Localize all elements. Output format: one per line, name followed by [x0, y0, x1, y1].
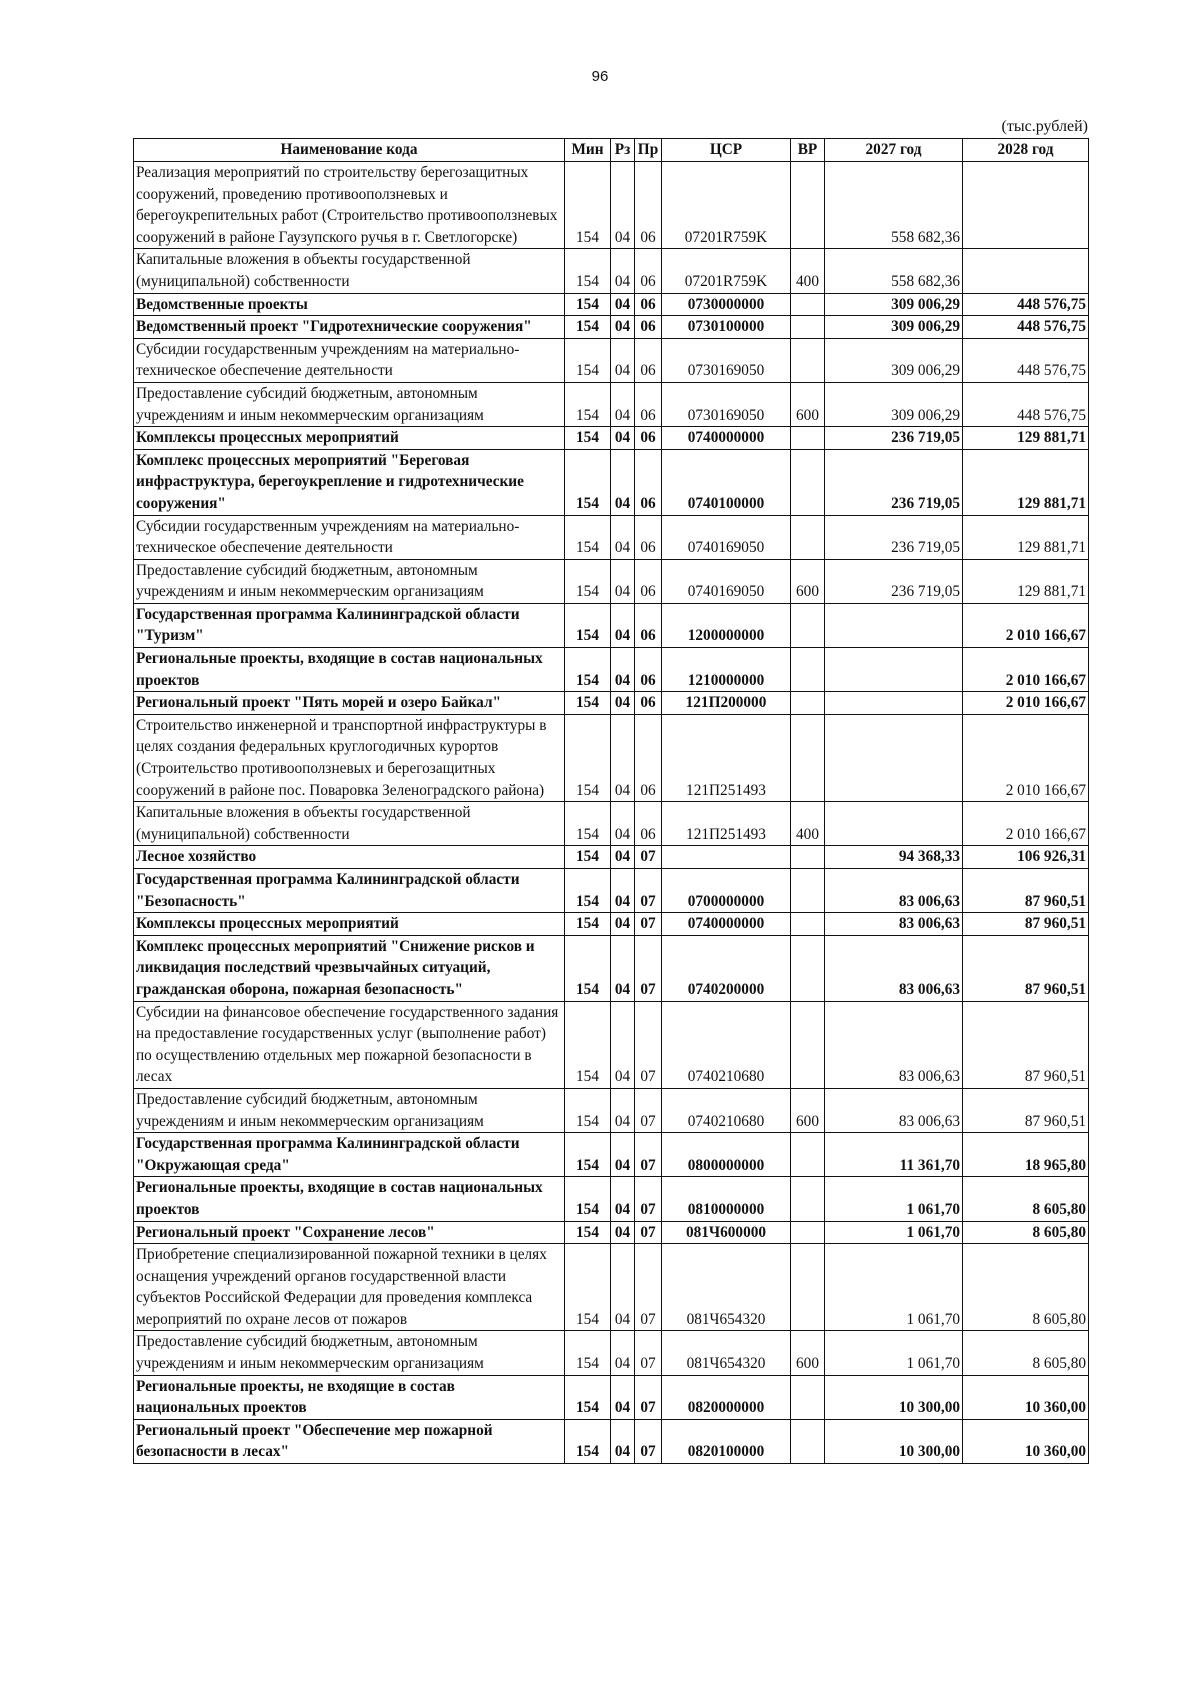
cell-vr: 600 [791, 1331, 825, 1375]
table-row [134, 338, 1089, 382]
cell-2028: 448 576,75 [963, 293, 1089, 316]
cell-min: 154 [565, 515, 611, 559]
cell-csr: 0730169050 [662, 382, 791, 426]
cell-2027 [825, 692, 963, 715]
cell-vr [791, 1133, 825, 1177]
table-row [134, 382, 1089, 426]
cell-min: 154 [565, 603, 611, 647]
cell-min: 154 [565, 869, 611, 913]
cell-2027: 1 061,70 [825, 1331, 963, 1375]
cell-rz: 04 [611, 1221, 635, 1244]
cell-rz: 04 [611, 1331, 635, 1375]
cell-csr: 1200000000 [662, 603, 791, 647]
cell-2027: 83 006,63 [825, 1088, 963, 1132]
table-row [134, 913, 1089, 936]
cell-min: 154 [565, 1221, 611, 1244]
cell-csr: 0810000000 [662, 1177, 791, 1221]
cell-rz: 04 [611, 249, 635, 293]
table-row [134, 1375, 1089, 1419]
cell-pr: 06 [635, 427, 662, 450]
cell-2027: 94 368,33 [825, 846, 963, 869]
cell-rz: 04 [611, 162, 635, 249]
cell-rz: 04 [611, 935, 635, 1001]
cell-min: 154 [565, 316, 611, 339]
cell-2028: 8 605,80 [963, 1244, 1089, 1331]
cell-vr [791, 846, 825, 869]
table-body [134, 162, 1089, 1464]
cell-rz: 04 [611, 913, 635, 936]
cell-name: Субсидии государственным учреждениям на материально-техническое обеспечение деятельности [134, 515, 565, 559]
cell-2027: 309 006,29 [825, 338, 963, 382]
cell-rz: 04 [611, 802, 635, 846]
cell-csr: 0740169050 [662, 559, 791, 603]
cell-2028: 87 960,51 [963, 1088, 1089, 1132]
cell-vr [791, 1001, 825, 1088]
cell-vr [791, 316, 825, 339]
cell-csr: 081Ч600000 [662, 1221, 791, 1244]
cell-2027: 1 061,70 [825, 1177, 963, 1221]
cell-csr: 0730169050 [662, 338, 791, 382]
cell-min: 154 [565, 846, 611, 869]
cell-rz: 04 [611, 559, 635, 603]
cell-csr: 07201R759K [662, 249, 791, 293]
cell-2027: 11 361,70 [825, 1133, 963, 1177]
cell-name: Приобретение специализированной пожарной техники в целях оснащения учреждений органов государственной власти субъектов Российской Федерации для проведения комплекса мероприятий по охране лесов от пожаров [134, 1244, 565, 1331]
cell-min: 154 [565, 1244, 611, 1331]
cell-vr [791, 1419, 825, 1463]
cell-pr: 06 [635, 802, 662, 846]
cell-vr [791, 515, 825, 559]
cell-csr: 0740210680 [662, 1001, 791, 1088]
cell-2028: 448 576,75 [963, 382, 1089, 426]
cell-2028: 87 960,51 [963, 935, 1089, 1001]
cell-rz: 04 [611, 869, 635, 913]
cell-2027 [825, 603, 963, 647]
cell-2028: 8 605,80 [963, 1177, 1089, 1221]
cell-2027: 1 061,70 [825, 1244, 963, 1331]
cell-min: 154 [565, 427, 611, 450]
cell-2028 [963, 249, 1089, 293]
table-row [134, 802, 1089, 846]
table-row [134, 846, 1089, 869]
header-vr: ВР [791, 139, 825, 162]
cell-2028: 10 360,00 [963, 1375, 1089, 1419]
cell-2028: 129 881,71 [963, 449, 1089, 515]
cell-pr: 06 [635, 316, 662, 339]
cell-2027 [825, 648, 963, 692]
cell-2028: 448 576,75 [963, 316, 1089, 339]
table-row [134, 869, 1089, 913]
cell-vr: 600 [791, 559, 825, 603]
cell-vr [791, 449, 825, 515]
cell-min: 154 [565, 249, 611, 293]
cell-pr: 06 [635, 293, 662, 316]
cell-2028: 129 881,71 [963, 427, 1089, 450]
cell-min: 154 [565, 293, 611, 316]
cell-name: Региональные проекты, входящие в состав национальных проектов [134, 1177, 565, 1221]
cell-csr: 07201R759K [662, 162, 791, 249]
cell-pr: 07 [635, 1177, 662, 1221]
cell-min: 154 [565, 692, 611, 715]
cell-csr: 0730100000 [662, 316, 791, 339]
cell-2027: 309 006,29 [825, 293, 963, 316]
cell-vr [791, 1177, 825, 1221]
cell-2028: 87 960,51 [963, 1001, 1089, 1088]
cell-rz: 04 [611, 1375, 635, 1419]
cell-2028: 87 960,51 [963, 869, 1089, 913]
cell-name: Предоставление субсидий бюджетным, автономным учреждениям и иным некоммерческим организациям [134, 1331, 565, 1375]
cell-2028: 129 881,71 [963, 515, 1089, 559]
cell-2027: 236 719,05 [825, 559, 963, 603]
table-row [134, 714, 1089, 801]
cell-csr: 0730000000 [662, 293, 791, 316]
cell-name: Комплексы процессных мероприятий [134, 913, 565, 936]
cell-2027: 10 300,00 [825, 1419, 963, 1463]
header-pr: Пр [635, 139, 662, 162]
cell-csr: 0740169050 [662, 515, 791, 559]
cell-2028: 2 010 166,67 [963, 714, 1089, 801]
cell-2027 [825, 714, 963, 801]
cell-2028: 8 605,80 [963, 1331, 1089, 1375]
cell-rz: 04 [611, 1001, 635, 1088]
cell-name: Субсидии на финансовое обеспечение государственного задания на предоставление государственных услуг (выполнение работ) по осуществлению отдельных мер пожарной безопасности в лесах [134, 1001, 565, 1088]
cell-pr: 07 [635, 935, 662, 1001]
cell-2027: 1 061,70 [825, 1221, 963, 1244]
cell-min: 154 [565, 1177, 611, 1221]
page-number: 96 [591, 68, 609, 85]
cell-vr: 400 [791, 249, 825, 293]
cell-2027: 83 006,63 [825, 869, 963, 913]
cell-vr [791, 338, 825, 382]
cell-name: Предоставление субсидий бюджетным, автономным учреждениям и иным некоммерческим организациям [134, 382, 565, 426]
cell-rz: 04 [611, 648, 635, 692]
cell-pr: 07 [635, 913, 662, 936]
table-row [134, 1177, 1089, 1221]
cell-rz: 04 [611, 1244, 635, 1331]
table-row [134, 515, 1089, 559]
cell-vr [791, 913, 825, 936]
cell-2027: 83 006,63 [825, 935, 963, 1001]
header-csr: ЦСР [662, 139, 791, 162]
header-2028: 2028 год [963, 139, 1089, 162]
cell-pr: 07 [635, 1088, 662, 1132]
table-row [134, 1001, 1089, 1088]
cell-csr: 1210000000 [662, 648, 791, 692]
cell-pr: 06 [635, 338, 662, 382]
cell-2027: 83 006,63 [825, 913, 963, 936]
cell-pr: 07 [635, 869, 662, 913]
cell-name: Региональный проект "Обеспечение мер пожарной безопасности в лесах" [134, 1419, 565, 1463]
cell-vr [791, 427, 825, 450]
cell-pr: 07 [635, 1244, 662, 1331]
cell-pr: 07 [635, 1331, 662, 1375]
table-row [134, 427, 1089, 450]
cell-rz: 04 [611, 316, 635, 339]
cell-vr [791, 603, 825, 647]
table-row [134, 1419, 1089, 1463]
cell-pr: 07 [635, 1375, 662, 1419]
cell-csr: 081Ч654320 [662, 1244, 791, 1331]
table-row [134, 648, 1089, 692]
table-row [134, 316, 1089, 339]
cell-rz: 04 [611, 338, 635, 382]
cell-2028: 8 605,80 [963, 1221, 1089, 1244]
cell-2028: 87 960,51 [963, 913, 1089, 936]
cell-2028: 448 576,75 [963, 338, 1089, 382]
cell-vr: 600 [791, 382, 825, 426]
cell-min: 154 [565, 913, 611, 936]
cell-2028 [963, 162, 1089, 249]
cell-pr: 06 [635, 515, 662, 559]
table-row [134, 293, 1089, 316]
cell-vr [791, 692, 825, 715]
cell-name: Строительство инженерной и транспортной инфраструктуры в целях создания федеральных круглогодичных курортов (Строительство противооползневых и берегозащитных сооружений в районе пос. Поваровка Зеленоградского района) [134, 714, 565, 801]
table-row [134, 1244, 1089, 1331]
cell-vr [791, 1375, 825, 1419]
header-rz: Рз [611, 139, 635, 162]
cell-vr [791, 648, 825, 692]
table-header-row [134, 139, 1089, 162]
cell-pr: 06 [635, 382, 662, 426]
cell-vr [791, 869, 825, 913]
cell-pr: 06 [635, 648, 662, 692]
cell-name: Лесное хозяйство [134, 846, 565, 869]
cell-min: 154 [565, 559, 611, 603]
cell-name: Предоставление субсидий бюджетным, автономным учреждениям и иным некоммерческим организациям [134, 559, 565, 603]
cell-2027: 10 300,00 [825, 1375, 963, 1419]
cell-csr: 0740000000 [662, 913, 791, 936]
cell-vr: 600 [791, 1088, 825, 1132]
cell-rz: 04 [611, 382, 635, 426]
cell-min: 154 [565, 1088, 611, 1132]
cell-csr: 0800000000 [662, 1133, 791, 1177]
cell-csr: 0740000000 [662, 427, 791, 450]
cell-min: 154 [565, 1331, 611, 1375]
cell-name: Комплекс процессных мероприятий "Береговая инфраструктура, берегоукрепление и гидротехнические сооружения" [134, 449, 565, 515]
header-min: Мин [565, 139, 611, 162]
cell-vr [791, 935, 825, 1001]
cell-rz: 04 [611, 449, 635, 515]
table-row [134, 1133, 1089, 1177]
cell-2027: 83 006,63 [825, 1001, 963, 1088]
cell-min: 154 [565, 1419, 611, 1463]
cell-min: 154 [565, 714, 611, 801]
cell-pr: 07 [635, 1001, 662, 1088]
table-row [134, 603, 1089, 647]
cell-name: Капитальные вложения в объекты государственной (муниципальной) собственности [134, 802, 565, 846]
cell-rz: 04 [611, 293, 635, 316]
cell-min: 154 [565, 449, 611, 515]
cell-2028: 106 926,31 [963, 846, 1089, 869]
cell-min: 154 [565, 1375, 611, 1419]
cell-name: Государственная программа Калининградской области "Окружающая среда" [134, 1133, 565, 1177]
cell-csr: 121П200000 [662, 692, 791, 715]
cell-name: Комплекс процессных мероприятий "Снижение рисков и ликвидация последствий чрезвычайных ситуаций, гражданская оборона, пожарная безопасность" [134, 935, 565, 1001]
cell-rz: 04 [611, 1419, 635, 1463]
cell-vr [791, 1221, 825, 1244]
cell-name: Комплексы процессных мероприятий [134, 427, 565, 450]
cell-pr: 06 [635, 603, 662, 647]
cell-2028: 2 010 166,67 [963, 648, 1089, 692]
cell-name: Региональные проекты, входящие в состав национальных проектов [134, 648, 565, 692]
cell-name: Государственная программа Калининградской области "Туризм" [134, 603, 565, 647]
cell-pr: 06 [635, 249, 662, 293]
cell-name: Региональные проекты, не входящие в состав национальных проектов [134, 1375, 565, 1419]
cell-2028: 2 010 166,67 [963, 802, 1089, 846]
cell-vr: 400 [791, 802, 825, 846]
cell-name: Региональный проект "Сохранение лесов" [134, 1221, 565, 1244]
cell-name: Государственная программа Калининградской области "Безопасность" [134, 869, 565, 913]
cell-2027 [825, 802, 963, 846]
cell-2027: 309 006,29 [825, 382, 963, 426]
cell-name: Региональный проект "Пять морей и озеро Байкал" [134, 692, 565, 715]
cell-pr: 07 [635, 1419, 662, 1463]
cell-min: 154 [565, 1133, 611, 1177]
cell-pr: 06 [635, 449, 662, 515]
cell-vr [791, 1244, 825, 1331]
cell-min: 154 [565, 935, 611, 1001]
cell-vr [791, 293, 825, 316]
cell-rz: 04 [611, 1177, 635, 1221]
cell-rz: 04 [611, 714, 635, 801]
header-name: Наименование кода [134, 139, 565, 162]
cell-2028: 2 010 166,67 [963, 603, 1089, 647]
cell-csr: 121П251493 [662, 714, 791, 801]
table-row [134, 559, 1089, 603]
cell-pr: 06 [635, 714, 662, 801]
table-row [134, 249, 1089, 293]
cell-min: 154 [565, 802, 611, 846]
cell-csr: 121П251493 [662, 802, 791, 846]
cell-min: 154 [565, 382, 611, 426]
cell-2028: 18 965,80 [963, 1133, 1089, 1177]
cell-csr: 0740100000 [662, 449, 791, 515]
cell-name: Ведомственные проекты [134, 293, 565, 316]
table-row [134, 162, 1089, 249]
cell-2027: 558 682,36 [825, 162, 963, 249]
cell-name: Предоставление субсидий бюджетным, автономным учреждениям и иным некоммерческим организациям [134, 1088, 565, 1132]
budget-table [133, 138, 1089, 1464]
cell-name: Ведомственный проект "Гидротехнические сооружения" [134, 316, 565, 339]
cell-csr: 0740200000 [662, 935, 791, 1001]
cell-pr: 06 [635, 692, 662, 715]
cell-name: Капитальные вложения в объекты государственной (муниципальной) собственности [134, 249, 565, 293]
cell-csr: 0820100000 [662, 1419, 791, 1463]
cell-2027: 236 719,05 [825, 449, 963, 515]
cell-min: 154 [565, 338, 611, 382]
cell-2027: 558 682,36 [825, 249, 963, 293]
cell-pr: 06 [635, 559, 662, 603]
cell-rz: 04 [611, 1133, 635, 1177]
units-label: (тыс.рублей) [1001, 118, 1088, 135]
cell-csr: 081Ч654320 [662, 1331, 791, 1375]
cell-vr [791, 714, 825, 801]
cell-vr [791, 162, 825, 249]
cell-2028: 10 360,00 [963, 1419, 1089, 1463]
cell-name: Реализация мероприятий по строительству берегозащитных сооружений, проведению противооползневых и берегоукрепительных работ (Строительство противооползневых сооружений в районе Гаузупского ручья в г. Светлогорске) [134, 162, 565, 249]
cell-2027: 309 006,29 [825, 316, 963, 339]
cell-pr: 07 [635, 1221, 662, 1244]
cell-2028: 129 881,71 [963, 559, 1089, 603]
cell-min: 154 [565, 648, 611, 692]
cell-2028: 2 010 166,67 [963, 692, 1089, 715]
header-2027: 2027 год [825, 139, 963, 162]
cell-csr: 0700000000 [662, 869, 791, 913]
table-row [134, 449, 1089, 515]
table-row [134, 1331, 1089, 1375]
cell-rz: 04 [611, 515, 635, 559]
cell-2027: 236 719,05 [825, 515, 963, 559]
cell-pr: 06 [635, 162, 662, 249]
table-row [134, 935, 1089, 1001]
cell-2027: 236 719,05 [825, 427, 963, 450]
cell-rz: 04 [611, 603, 635, 647]
cell-rz: 04 [611, 846, 635, 869]
cell-csr: 0740210680 [662, 1088, 791, 1132]
table-row [134, 1088, 1089, 1132]
cell-csr: 0820000000 [662, 1375, 791, 1419]
cell-rz: 04 [611, 1088, 635, 1132]
cell-rz: 04 [611, 692, 635, 715]
cell-min: 154 [565, 1001, 611, 1088]
cell-name: Субсидии государственным учреждениям на материально-техническое обеспечение деятельности [134, 338, 565, 382]
table-row [134, 692, 1089, 715]
cell-rz: 04 [611, 427, 635, 450]
cell-csr [662, 846, 791, 869]
cell-pr: 07 [635, 846, 662, 869]
cell-min: 154 [565, 162, 611, 249]
table-row [134, 1221, 1089, 1244]
cell-pr: 07 [635, 1133, 662, 1177]
